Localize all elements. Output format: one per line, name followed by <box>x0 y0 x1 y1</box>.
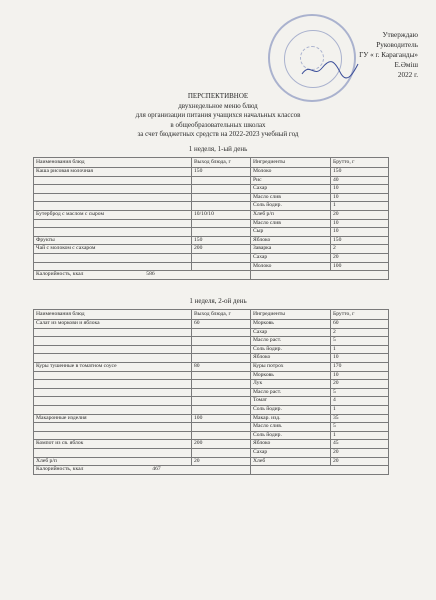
ingredient-cell: Куры потрох <box>251 362 331 371</box>
dish-cell <box>34 228 192 237</box>
yield-cell <box>192 219 251 228</box>
gross-cell: 20 <box>331 210 389 219</box>
ingredient-cell: Заварка <box>251 245 331 254</box>
day1-menu-table <box>33 157 389 280</box>
table-row <box>34 448 389 457</box>
gross-cell: 2 <box>331 245 389 254</box>
day1-heading: 1 неделя, 1-ый день <box>188 145 248 153</box>
dish-cell <box>34 337 192 346</box>
yield-cell <box>192 202 251 211</box>
title-line: двухнедельное меню блюд <box>178 101 258 110</box>
ingredient-cell: Масло слив <box>251 219 331 228</box>
dish-cell: Фрукты <box>34 236 192 245</box>
dish-cell <box>34 328 192 337</box>
dish-cell: Макаронные изделия <box>34 414 192 423</box>
gross-cell: 10 <box>331 354 389 363</box>
ingredient-cell: Молоко <box>251 168 331 177</box>
yield-cell <box>192 328 251 337</box>
dish-cell <box>34 354 192 363</box>
calories-row <box>34 466 389 475</box>
calories-cell <box>34 271 251 280</box>
ingredient-cell: Морковь <box>251 371 331 380</box>
ingredient-cell: Соль йодир. <box>251 431 331 440</box>
ingredient-cell: Масло слив <box>251 193 331 202</box>
table-row <box>34 219 389 228</box>
day2-menu-table <box>33 309 389 475</box>
yield-cell: 80 <box>192 362 251 371</box>
table-header-row <box>34 310 389 320</box>
dish-cell <box>34 176 192 185</box>
dish-cell <box>34 431 192 440</box>
header-dish: Наименования блюд <box>34 310 192 320</box>
dish-cell <box>34 345 192 354</box>
dish-cell <box>34 423 192 432</box>
table-row <box>34 371 389 380</box>
gross-cell: 5 <box>331 423 389 432</box>
ingredient-cell: Сахар <box>251 448 331 457</box>
yield-cell: 100 <box>192 414 251 423</box>
day2-heading: 1 неделя, 2-ой день <box>189 297 247 305</box>
table-row <box>34 354 389 363</box>
ingredient-cell: Яблоко <box>251 236 331 245</box>
table-row <box>34 397 389 406</box>
table-row <box>34 345 389 354</box>
gross-cell: 170 <box>331 362 389 371</box>
dish-cell <box>34 405 192 414</box>
approval-line: Утверждаю <box>382 31 418 39</box>
header-ingredients: Ингредиенты <box>251 310 331 320</box>
title-line: ПЕРСПЕКТИВНОЕ <box>187 92 249 100</box>
table-row <box>34 176 389 185</box>
yield-cell <box>192 397 251 406</box>
header-gross: Брутто, г <box>331 310 389 320</box>
gross-cell: 10 <box>331 219 389 228</box>
yield-cell <box>192 423 251 432</box>
yield-cell <box>192 354 251 363</box>
dish-cell: Компот из св. яблок <box>34 440 192 449</box>
header-yield: Выход блюда, г <box>192 158 251 168</box>
calories-label: Калорийность, ккал <box>36 466 84 473</box>
gross-cell: 40 <box>331 176 389 185</box>
header-gross: Брутто, г <box>331 158 389 168</box>
yield-cell <box>192 253 251 262</box>
ingredient-cell: Рис <box>251 176 331 185</box>
yield-cell <box>192 345 251 354</box>
dish-cell <box>34 448 192 457</box>
ingredient-cell: Соль йодир. <box>251 202 331 211</box>
yield-cell: 150 <box>192 168 251 177</box>
dish-cell <box>34 219 192 228</box>
signature <box>300 58 360 80</box>
table-row <box>34 262 389 271</box>
dish-cell: Каша рисовая молочная <box>34 168 192 177</box>
ingredient-cell: Хлеб <box>251 457 331 466</box>
yield-cell: 150 <box>192 236 251 245</box>
gross-cell: 100 <box>331 262 389 271</box>
title-line: для организации питания учащихся начальных классов <box>135 111 301 120</box>
table-row <box>34 168 389 177</box>
dish-cell: Бутерброд с маслом с сыром <box>34 210 192 219</box>
dish-cell <box>34 380 192 389</box>
title-line: за счет бюджетных средств на 2022-2023 учебный год <box>137 130 299 139</box>
calories-label: Калорийность, ккал <box>36 271 84 278</box>
ingredient-cell: Масло слив. <box>251 423 331 432</box>
gross-cell: 35 <box>331 414 389 423</box>
yield-cell <box>192 228 251 237</box>
dish-cell <box>34 262 192 271</box>
yield-cell <box>192 405 251 414</box>
calories-empty <box>251 271 389 280</box>
gross-cell: 150 <box>331 168 389 177</box>
yield-cell <box>192 262 251 271</box>
dish-cell <box>34 185 192 194</box>
gross-cell: 10 <box>331 228 389 237</box>
approval-line: Руководитель <box>376 41 418 49</box>
calories-value: 467 <box>152 466 161 473</box>
table-row <box>34 253 389 262</box>
ingredient-cell: Сахар <box>251 328 331 337</box>
ingredient-cell: Хлеб р/п <box>251 210 331 219</box>
approval-line: Е.Әміш <box>394 61 418 69</box>
yield-cell <box>192 371 251 380</box>
table-row <box>34 210 389 219</box>
dish-cell <box>34 371 192 380</box>
header-ingredients: Ингредиенты <box>251 158 331 168</box>
table-header-row <box>34 158 389 168</box>
ingredient-cell: Томат <box>251 397 331 406</box>
table-row <box>34 193 389 202</box>
dish-cell: Хлеб р/п <box>34 457 192 466</box>
ingredient-cell: Соль йодир. <box>251 345 331 354</box>
gross-cell: 4 <box>331 397 389 406</box>
ingredient-cell: Яблоко <box>251 354 331 363</box>
calories-empty <box>251 466 389 475</box>
gross-cell: 5 <box>331 337 389 346</box>
approval-block <box>359 30 418 80</box>
table-row <box>34 202 389 211</box>
table-row <box>34 185 389 194</box>
gross-cell: 2 <box>331 328 389 337</box>
gross-cell: 1 <box>331 431 389 440</box>
title-line: в общеобразовательных школах <box>170 120 266 129</box>
gross-cell: 60 <box>331 320 389 329</box>
gross-cell: 20 <box>331 253 389 262</box>
header-dish: Наименования блюд <box>34 158 192 168</box>
gross-cell: 10 <box>331 193 389 202</box>
dish-cell <box>34 202 192 211</box>
ingredient-cell: Лук <box>251 380 331 389</box>
yield-cell <box>192 185 251 194</box>
gross-cell: 5 <box>331 388 389 397</box>
gross-cell: 10 <box>331 371 389 380</box>
calories-cell <box>34 466 251 475</box>
yield-cell <box>192 193 251 202</box>
yield-cell: 10/10/10 <box>192 210 251 219</box>
table-row <box>34 362 389 371</box>
calories-value: 586 <box>146 271 155 278</box>
dish-cell <box>34 388 192 397</box>
yield-cell: 200 <box>192 440 251 449</box>
ingredient-cell: Яблоко <box>251 440 331 449</box>
dish-cell <box>34 397 192 406</box>
gross-cell: 150 <box>331 236 389 245</box>
ingredient-cell: Сахар <box>251 253 331 262</box>
gross-cell: 20 <box>331 380 389 389</box>
ingredient-cell: Сыр <box>251 228 331 237</box>
dish-cell: Салат из моркови и яблока <box>34 320 192 329</box>
header-yield: Выход блюда, г <box>192 310 251 320</box>
table-row <box>34 423 389 432</box>
yield-cell: 20 <box>192 457 251 466</box>
yield-cell <box>192 388 251 397</box>
gross-cell: 20 <box>331 457 389 466</box>
dish-cell: Куры тушенные в томатном соусе <box>34 362 192 371</box>
gross-cell: 1 <box>331 202 389 211</box>
gross-cell: 1 <box>331 405 389 414</box>
yield-cell <box>192 448 251 457</box>
calories-row <box>34 271 389 280</box>
gross-cell: 10 <box>331 185 389 194</box>
table-row <box>34 245 389 254</box>
gross-cell: 20 <box>331 448 389 457</box>
yield-cell: 60 <box>192 320 251 329</box>
table-row <box>34 440 389 449</box>
ingredient-cell: Масло раст. <box>251 337 331 346</box>
ingredient-cell: Морковь <box>251 320 331 329</box>
ingredient-cell: Макар. изд. <box>251 414 331 423</box>
table-row <box>34 431 389 440</box>
yield-cell <box>192 380 251 389</box>
document-title <box>0 92 436 140</box>
ingredient-cell: Масло раст. <box>251 388 331 397</box>
gross-cell: 1 <box>331 345 389 354</box>
table-row <box>34 228 389 237</box>
table-row <box>34 337 389 346</box>
table-row <box>34 380 389 389</box>
dish-cell <box>34 253 192 262</box>
ingredient-cell: Молоко <box>251 262 331 271</box>
table-row <box>34 405 389 414</box>
table-row <box>34 236 389 245</box>
approval-line: 2022 г. <box>397 71 418 79</box>
table-row <box>34 328 389 337</box>
table-row <box>34 457 389 466</box>
table-row <box>34 414 389 423</box>
approval-line: ГУ « г. Караганды» <box>359 51 418 59</box>
yield-cell <box>192 431 251 440</box>
table-row <box>34 320 389 329</box>
dish-cell: Чай с молоком с сахаром <box>34 245 192 254</box>
gross-cell: 45 <box>331 440 389 449</box>
yield-cell <box>192 176 251 185</box>
ingredient-cell: Сахар <box>251 185 331 194</box>
yield-cell: 200 <box>192 245 251 254</box>
dish-cell <box>34 193 192 202</box>
ingredient-cell: Соль йодир. <box>251 405 331 414</box>
table-row <box>34 388 389 397</box>
yield-cell <box>192 337 251 346</box>
